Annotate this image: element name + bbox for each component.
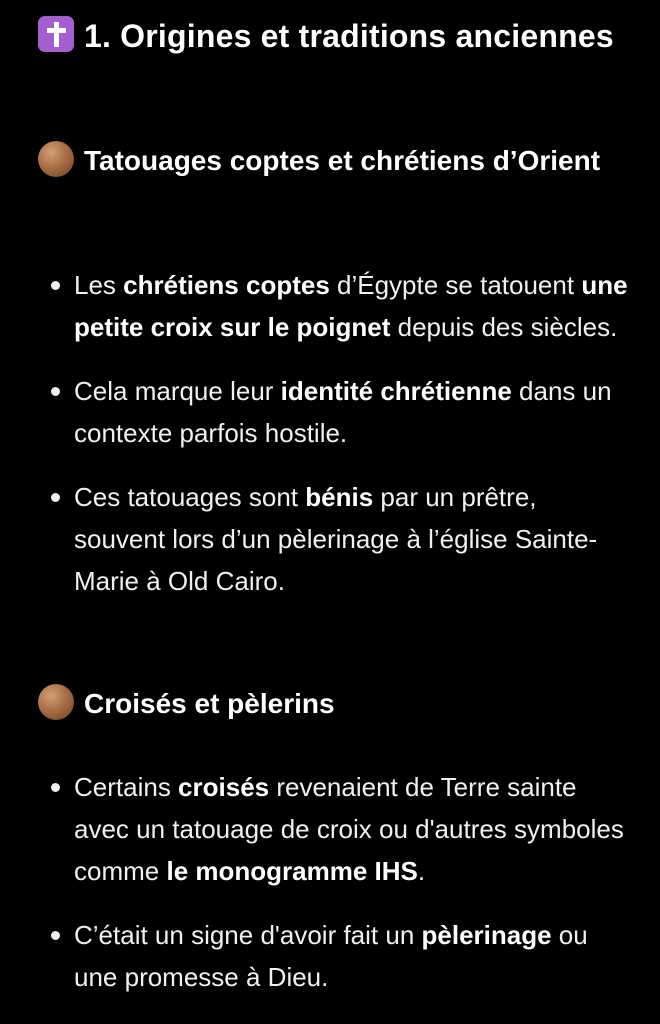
list-item: Cela marque leur identité chrétienne dans un contexte parfois hostile. (0, 370, 660, 454)
brown-circle-icon (38, 141, 74, 177)
subsection-heading-text: Croisés et pèlerins (84, 688, 335, 719)
section-heading-text: 1. Origines et traditions anciennes (84, 18, 614, 54)
list-item: C’était un signe d'avoir fait un pèlerinage ou une promesse à Dieu. (0, 914, 660, 998)
latin-cross-icon (38, 16, 74, 52)
subsection-heading-crusaders (38, 683, 638, 725)
bold-text: pèlerinage (421, 920, 552, 950)
list-item: Ces tatouages sont bénis par un prêtre, souvent lors d’un pèlerinage à l’église Sainte-Marie à Old Cairo. (0, 476, 660, 602)
bold-text: bénis (305, 482, 374, 512)
bullet-list-coptic (0, 264, 660, 624)
bullet-list-crusaders (0, 766, 660, 1020)
section-heading (38, 16, 638, 56)
subsection-heading-coptic (38, 140, 638, 182)
bold-text: une petite croix sur le poignet (74, 270, 628, 342)
list-item: Certains croisés revenaient de Terre sainte avec un tatouage de croix ou d'autres symboles comme le monogramme IHS. (0, 766, 660, 892)
brown-circle-icon (38, 684, 74, 720)
bold-text: identité chrétienne (280, 376, 512, 406)
bold-text: croisés (178, 772, 270, 802)
subsection-heading-text: Tatouages coptes et chrétiens d’Orient (84, 145, 601, 176)
bold-text: chrétiens coptes (123, 270, 330, 300)
bold-text: le monogramme IHS (166, 856, 418, 886)
list-item: Les chrétiens coptes d’Égypte se tatouent une petite croix sur le poignet depuis des siècles. (0, 264, 660, 348)
